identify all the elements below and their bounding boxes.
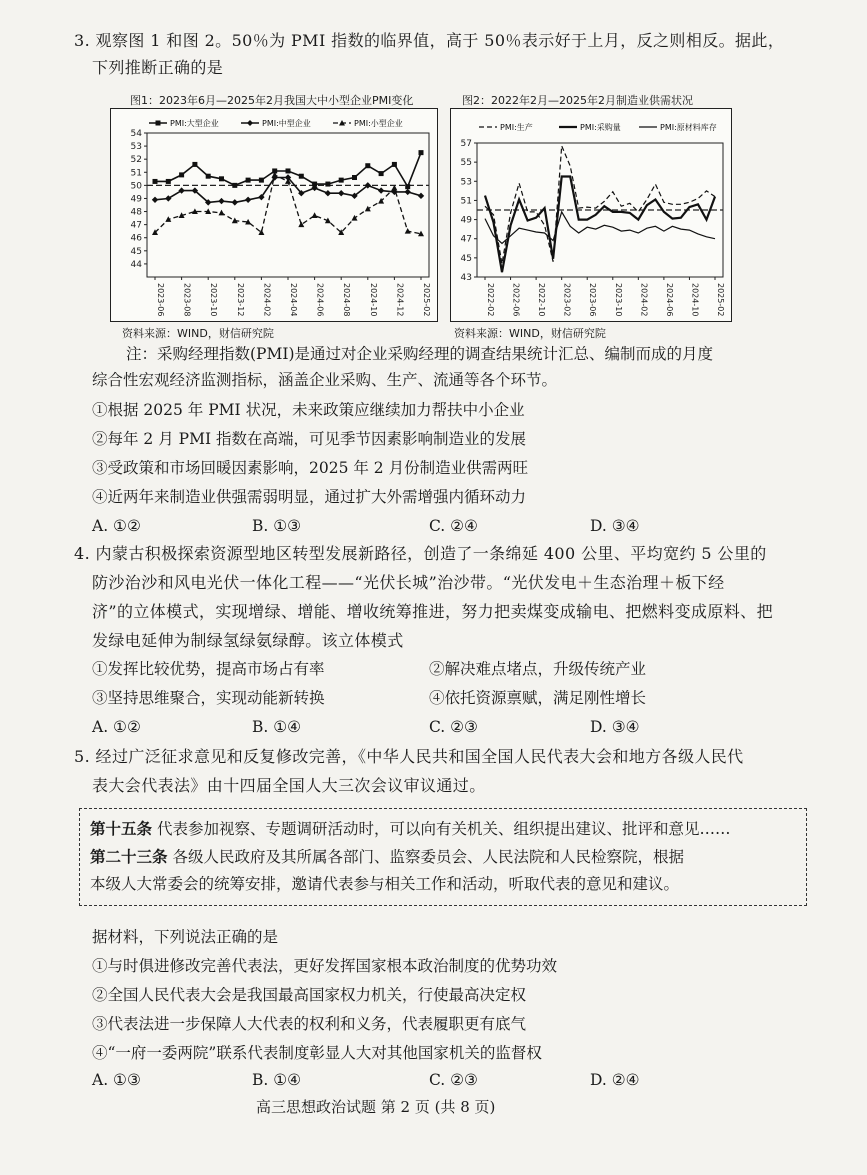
q4-item-4: ④依托资源禀赋，满足刚性增长: [429, 689, 647, 707]
q5-item-1: ①与时俱进修改完善代表法，更好发挥国家根本政治制度的优势功效: [92, 957, 558, 975]
data-point-square: [352, 175, 357, 180]
q4-option-b[interactable]: B. ①④: [252, 718, 302, 736]
fig2-title: 图2：2022年2月—2025年2月制造业供需状况: [462, 94, 693, 107]
x-tick-label: 2024-10: [368, 283, 378, 317]
x-tick-label: 2024-04: [289, 283, 298, 317]
y-tick-label: 46: [130, 233, 142, 244]
data-point-square: [259, 178, 264, 183]
x-tick-label: 2023-10: [613, 283, 623, 317]
q4-line2: 防沙治沙和风电光伏一体化工程——“光伏长城”治沙带。“光伏发电＋生态治理＋板下经: [92, 573, 725, 592]
data-point-square: [179, 172, 184, 177]
data-point-square: [232, 183, 237, 188]
data-point-square: [339, 178, 344, 183]
q4-line3: 济”的立体模式，实现增绿、增能、增收统筹推进，努力把卖煤变成输电、把燃料变成原料、把: [92, 602, 773, 621]
y-tick-label: 43: [460, 273, 472, 283]
x-tick-label: 2024-02: [639, 283, 649, 317]
x-tick-label: 2023-02: [562, 283, 572, 317]
y-tick-label: 55: [460, 158, 472, 169]
x-tick-label: 2024-12: [395, 283, 405, 317]
data-point-diamond: [418, 193, 424, 199]
data-point-diamond: [338, 190, 344, 196]
q5-item-2: ②全国人民代表大会是我国最高国家权力机关，行使最高决定权: [92, 986, 527, 1004]
q5-option-a[interactable]: A. ①③: [92, 1071, 141, 1089]
x-tick-label: 2024-06: [315, 283, 325, 317]
y-tick-label: 57: [460, 139, 472, 149]
x-tick-label: 2022-06: [511, 283, 521, 317]
article-15-heading: 第十五条: [90, 819, 153, 838]
y-tick-label: 49: [460, 215, 472, 226]
x-tick-label: 2024-02: [262, 283, 272, 317]
q4-line1: 4. 内蒙古积极探索资源型地区转型发展新路径，创造了一条绵延 400 公里、平均宽约 5 公里的: [74, 544, 767, 563]
data-point-square: [206, 174, 211, 179]
y-tick-label: 44: [130, 259, 142, 270]
data-point-triangle: [298, 221, 304, 227]
q4-item-2: ②解决难点堵点，升级传统产业: [429, 660, 647, 678]
data-point-square: [419, 150, 424, 155]
q5-line1: 5. 经过广泛征求意见和反复修改完善，《中华人民共和国全国人民代表大会和地方各级人民代: [74, 747, 744, 766]
article-15-text: 代表参加视察、专题调研活动时，可以向有关机关、组织提出建议、批评和意见……: [152, 820, 731, 838]
data-point-diamond: [378, 187, 384, 193]
fig1-svg: [111, 109, 437, 321]
x-tick-label: 2023-12: [235, 283, 245, 317]
data-point-triangle: [352, 215, 358, 221]
data-point-diamond: [405, 189, 411, 195]
data-point-triangle: [405, 228, 411, 234]
y-tick-label: 51: [460, 196, 472, 207]
data-point-square: [192, 162, 197, 167]
article-23-heading: 第二十三条: [90, 847, 168, 866]
y-tick-label: 49: [130, 194, 142, 205]
data-point-square: [379, 171, 384, 176]
q5-item-4: ④“一府一委两院”联系代表制度彰显人大对其他国家机关的监督权: [92, 1044, 542, 1062]
q3-stem-line2: 下列推断正确的是: [92, 58, 224, 77]
data-point-diamond: [325, 190, 331, 196]
page-footer: 高三思想政治试题 第 2 页 (共 8 页): [256, 1098, 496, 1116]
q4-item-1: ①发挥比较优势，提高市场占有率: [92, 660, 325, 678]
fig2-source: 资料来源：WIND，财信研究院: [454, 327, 606, 340]
q3-note-line2: 综合性宏观经济监测指标，涵盖企业采购、生产、流通等各个环节。: [92, 371, 558, 389]
y-tick-label: 53: [460, 177, 472, 188]
article-23-line2: 本级人大常委会的统筹安排，邀请代表参与相关工作和活动，听取代表的意见和建议。: [90, 875, 680, 893]
q3-item-3: ③受政策和市场回暖因素影响，2025 年 2 月份制造业供需两旺: [92, 459, 529, 477]
q4-line4: 发绿电延伸为制绿氢绿氨绿醇。该立体模式: [92, 631, 404, 650]
data-point-triangle: [219, 210, 225, 216]
data-point-square: [365, 163, 370, 168]
legend-label-2: PMI:采购量: [580, 123, 621, 132]
q5-line2: 表大会代表法》由十四届全国人大三次会议审议通过。: [92, 776, 486, 795]
data-point-square: [166, 179, 171, 184]
y-tick-label: 45: [460, 253, 472, 264]
q3-note-line1: 注：采购经理指数(PMI)是通过对企业采购经理的调查结果统计汇总、编制而成的月度: [126, 345, 714, 363]
x-tick-label: 2023-08: [182, 283, 192, 317]
y-tick-label: 47: [460, 234, 472, 245]
y-tick-label: 45: [130, 246, 142, 257]
q3-item-1: ①根据 2025 年 PMI 状况，未来政策应继续加力帮扶中小企业: [92, 401, 525, 419]
fig1-title: 图1：2023年6月—2025年2月我国大中小型企业PMI变化: [130, 94, 414, 107]
q5-option-c[interactable]: C. ②③: [429, 1071, 478, 1089]
data-point-diamond: [245, 197, 251, 203]
q4-option-c[interactable]: C. ②③: [429, 718, 478, 736]
q3-option-d[interactable]: D. ③④: [590, 517, 640, 535]
data-point-triangle: [312, 212, 318, 218]
series-line-2: [485, 177, 715, 273]
q4-option-a[interactable]: A. ①②: [92, 718, 141, 736]
series-line-1: [485, 146, 715, 264]
legend-label-3: PMI:小型企业: [354, 119, 403, 128]
fig1-source: 资料来源：WIND，财信研究院: [122, 327, 274, 340]
q4-option-d[interactable]: D. ③④: [590, 718, 640, 736]
y-tick-label: 48: [130, 207, 142, 218]
data-point-square: [325, 182, 330, 187]
data-point-diamond: [165, 195, 171, 201]
q5-option-b[interactable]: B. ①④: [252, 1071, 302, 1089]
fig2-chart: [450, 108, 732, 322]
q3-stem-line1: 3. 观察图 1 和图 2。50％为 PMI 指数的临界值，高于 50％表示好于上月，反之则相反。据此，: [74, 31, 785, 50]
y-tick-label: 53: [130, 142, 142, 153]
fig1-chart: [110, 108, 438, 322]
q4-item-3: ③坚持思维聚合，实现动能新转换: [92, 689, 325, 707]
q3-item-4: ④近两年来制造业供强需弱明显，通过扩大外需增强内循环动力: [92, 488, 527, 506]
article-23-text: 各级人民政府及其所属各部门、监察委员会、人民法院和人民检察院，根据: [167, 848, 684, 866]
fig2-svg: [451, 109, 731, 321]
legend-label-1: PMI:生产: [500, 123, 533, 132]
x-tick-label: 2024-08: [342, 283, 352, 317]
x-tick-label: 2024-06: [664, 283, 674, 317]
q3-item-2: ②每年 2 月 PMI 指数在高端，可见季节因素影响制造业的发展: [92, 430, 526, 448]
q5-ask: 据材料，下列说法正确的是: [92, 928, 279, 946]
x-tick-label: 2024-10: [690, 283, 700, 317]
q3-option-a[interactable]: A. ①②: [92, 517, 141, 535]
x-tick-label: 2023-06: [156, 283, 165, 317]
q3-option-c[interactable]: C. ②④: [429, 517, 478, 535]
legend-marker-square: [156, 121, 161, 126]
x-tick-label: 2023-10: [209, 283, 219, 317]
data-point-diamond: [218, 198, 224, 204]
data-point-square: [286, 168, 291, 173]
legend-marker-diamond: [247, 120, 253, 126]
data-point-square: [405, 184, 410, 189]
data-point-square: [153, 179, 158, 184]
y-tick-label: 52: [130, 155, 142, 166]
article-15: [90, 815, 796, 843]
q5-option-d[interactable]: D. ②④: [590, 1071, 640, 1089]
y-tick-label: 51: [130, 168, 142, 179]
law-excerpt-box: [79, 808, 807, 906]
y-tick-label: 47: [130, 220, 142, 231]
q3-option-b[interactable]: B. ①③: [252, 517, 302, 535]
x-tick-label: 2023-06: [588, 283, 598, 317]
article-23: [90, 843, 796, 871]
y-tick-label: 54: [130, 129, 142, 139]
q5-item-3: ③代表法进一步保障人大代表的权利和义务，代表履职更有底气: [92, 1015, 527, 1033]
plot-frame: [147, 133, 429, 277]
data-point-square: [219, 176, 224, 181]
data-point-square: [299, 174, 304, 179]
x-tick-label: 2025-02: [716, 283, 725, 317]
data-point-triangle: [365, 206, 371, 212]
x-tick-label: 2022-10: [537, 283, 547, 317]
data-point-square: [246, 178, 251, 183]
data-point-square: [392, 162, 397, 167]
x-tick-label: 2022-02: [486, 283, 495, 317]
legend-label-2: PMI:中型企业: [262, 119, 311, 128]
legend-label-1: PMI:大型企业: [170, 119, 219, 128]
y-tick-label: 50: [130, 181, 142, 192]
data-point-diamond: [232, 199, 238, 205]
data-point-diamond: [152, 197, 158, 203]
x-tick-label: 2025-02: [422, 283, 431, 317]
legend-label-3: PMI:原材料库存: [660, 123, 717, 132]
